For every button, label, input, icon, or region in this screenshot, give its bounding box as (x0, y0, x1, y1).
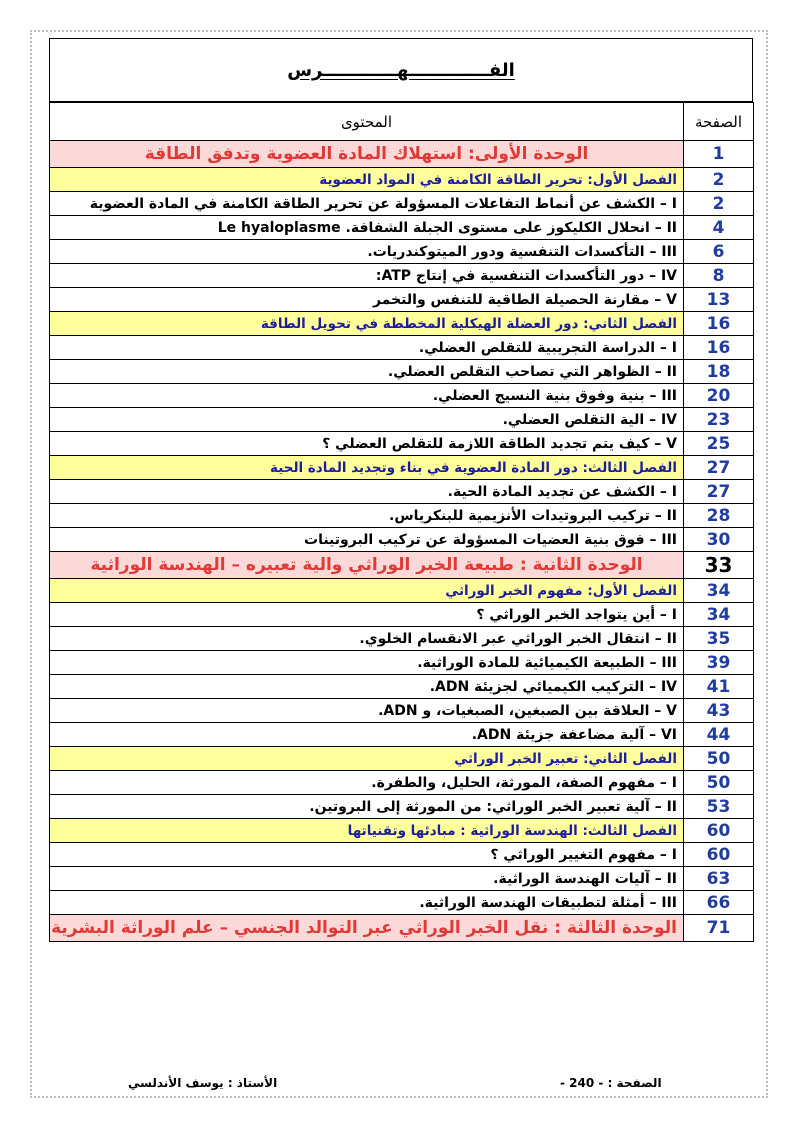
chapter-row (50, 819, 754, 843)
page-number: 34 (684, 603, 754, 627)
item-title: III – فوق بنية العضيات المسؤولة عن تركيب البروتينات (50, 528, 684, 552)
item-title: VI – آلية مضاعفة جزيئة ADN. (50, 723, 684, 747)
item-title: III – أمثلة لتطبيقات الهندسة الوراثية. (50, 891, 684, 915)
chapter-row (50, 456, 754, 480)
lesson-row (50, 699, 754, 723)
item-title: V – العلاقة بين الصبغين، الصبغيات، و ADN. (50, 699, 684, 723)
table-of-contents (49, 102, 754, 942)
page-number: 2 (684, 168, 754, 192)
page-number: 60 (684, 819, 754, 843)
item-title: III – التأكسدات التنفسية ودور الميتوكندريات. (50, 240, 684, 264)
page-number: 30 (684, 528, 754, 552)
page-number: 33 (684, 552, 754, 579)
table-header-row (50, 103, 754, 141)
lesson-row (50, 480, 754, 504)
lesson-row (50, 675, 754, 699)
item-title: II – انحلال الكليكوز على مستوى الجبلة الشفافة. Le hyaloplasme (50, 216, 684, 240)
unit-row (50, 141, 754, 168)
page-number: 27 (684, 480, 754, 504)
chapter-title: الفصل الثاني: تعبير الخبر الوراثي (50, 747, 684, 771)
lesson-row (50, 336, 754, 360)
item-title: III – الطبيعة الكيميائية للمادة الوراثية. (50, 651, 684, 675)
page-number: 44 (684, 723, 754, 747)
item-title: IV – التركيب الكيميائي لجزيئة ADN. (50, 675, 684, 699)
item-title: III – بنية وفوق بنية النسيج العضلي. (50, 384, 684, 408)
content-column-header: المحتوى (50, 103, 684, 141)
lesson-row (50, 627, 754, 651)
page-number: 50 (684, 771, 754, 795)
lesson-row (50, 771, 754, 795)
lesson-row (50, 723, 754, 747)
lesson-row (50, 216, 754, 240)
item-title: II – انتقال الخبر الوراثي عبر الانقسام الخلوي. (50, 627, 684, 651)
page-number: 16 (684, 336, 754, 360)
page-number: 2 (684, 192, 754, 216)
page-number: 60 (684, 843, 754, 867)
footer-page-number: الصفحة : - 240 - (560, 1076, 662, 1090)
unit-title: الوحدة الأولى: استهلاك المادة العضوية وتدفق الطاقة (50, 141, 684, 168)
page-title: الفـــــــــــــهــــــــــــرس (287, 59, 515, 81)
lesson-row (50, 192, 754, 216)
item-title: I – أين يتواجد الخبر الوراثي ؟ (50, 603, 684, 627)
lesson-row (50, 264, 754, 288)
page-number: 25 (684, 432, 754, 456)
page-number: 13 (684, 288, 754, 312)
item-title: I – الكشف عن أنماط التفاعلات المسؤولة عن تحرير الطاقة الكامنة في المادة العضوية (50, 192, 684, 216)
lesson-row (50, 384, 754, 408)
page-number: 27 (684, 456, 754, 480)
title-box (49, 38, 753, 102)
lesson-row (50, 504, 754, 528)
lesson-row (50, 360, 754, 384)
page-number: 53 (684, 795, 754, 819)
item-title: II – آلية تعبير الخبر الوراثي: من المورثة إلى البروتين. (50, 795, 684, 819)
unit-title: الوحدة الثانية : طبيعة الخبر الوراثي والية تعبيره – الهندسة الوراثية (50, 552, 684, 579)
unit-row (50, 552, 754, 579)
item-title: IV – الية التقلص العضلي. (50, 408, 684, 432)
item-title: V – مقارنة الحصيلة الطاقية للتنفس والتخمر (50, 288, 684, 312)
page-number: 34 (684, 579, 754, 603)
chapter-title: الفصل الثاني: دور العضلة الهيكلية المخططة في تحويل الطاقة (50, 312, 684, 336)
lesson-row (50, 867, 754, 891)
page-number: 41 (684, 675, 754, 699)
chapter-row (50, 747, 754, 771)
footer-author: الأستاذ : يوسف الأندلسي (128, 1076, 278, 1090)
page-number: 4 (684, 216, 754, 240)
chapter-title: الفصل الثالث: الهندسة الوراثية : مبادئها وتقنياتها (50, 819, 684, 843)
item-title: I – مفهوم التغيير الوراثي ؟ (50, 843, 684, 867)
item-title: II – تركيب البروتيدات الأنزيمية للبنكرياس. (50, 504, 684, 528)
lesson-row (50, 240, 754, 264)
page-number: 6 (684, 240, 754, 264)
item-title: I – مفهوم الصفة، المورثة، الحليل، والطفرة. (50, 771, 684, 795)
page-number: 23 (684, 408, 754, 432)
page-column-header: الصفحة (684, 103, 754, 141)
page-number: 16 (684, 312, 754, 336)
page-number: 18 (684, 360, 754, 384)
unit-title: الوحدة الثالثة : نقل الخبر الوراثي عبر التوالد الجنسي – علم الوراثة البشرية (50, 915, 684, 942)
item-title: II – الظواهر التي تصاحب التقلص العضلي. (50, 360, 684, 384)
chapter-row (50, 168, 754, 192)
item-title: IV – دور التأكسدات التنفسية في إنتاج ATP: (50, 264, 684, 288)
item-title: I – الكشف عن تجديد المادة الحية. (50, 480, 684, 504)
lesson-row (50, 528, 754, 552)
page-number: 35 (684, 627, 754, 651)
lesson-row (50, 891, 754, 915)
unit-row (50, 915, 754, 942)
chapter-title: الفصل الأول: تحرير الطاقة الكامنة في المواد العضوية (50, 168, 684, 192)
page-number: 71 (684, 915, 754, 942)
page-number: 39 (684, 651, 754, 675)
page-number: 50 (684, 747, 754, 771)
lesson-row (50, 651, 754, 675)
chapter-row (50, 579, 754, 603)
item-title: II – آليات الهندسة الوراثية. (50, 867, 684, 891)
lesson-row (50, 288, 754, 312)
page-number: 8 (684, 264, 754, 288)
lesson-row (50, 408, 754, 432)
page-number: 66 (684, 891, 754, 915)
page-number: 63 (684, 867, 754, 891)
page-number: 20 (684, 384, 754, 408)
lesson-row (50, 432, 754, 456)
lesson-row (50, 603, 754, 627)
page-number: 43 (684, 699, 754, 723)
page-number: 28 (684, 504, 754, 528)
chapter-row (50, 312, 754, 336)
chapter-title: الفصل الأول: مفهوم الخبر الوراثي (50, 579, 684, 603)
lesson-row (50, 843, 754, 867)
lesson-row (50, 795, 754, 819)
item-title: V – كيف يتم تجديد الطاقة اللازمة للتقلص العضلي ؟ (50, 432, 684, 456)
chapter-title: الفصل الثالث: دور المادة العضوية في بناء وتجديد المادة الحية (50, 456, 684, 480)
page-number: 1 (684, 141, 754, 168)
item-title: I – الدراسة التجريبية للتقلص العضلي. (50, 336, 684, 360)
